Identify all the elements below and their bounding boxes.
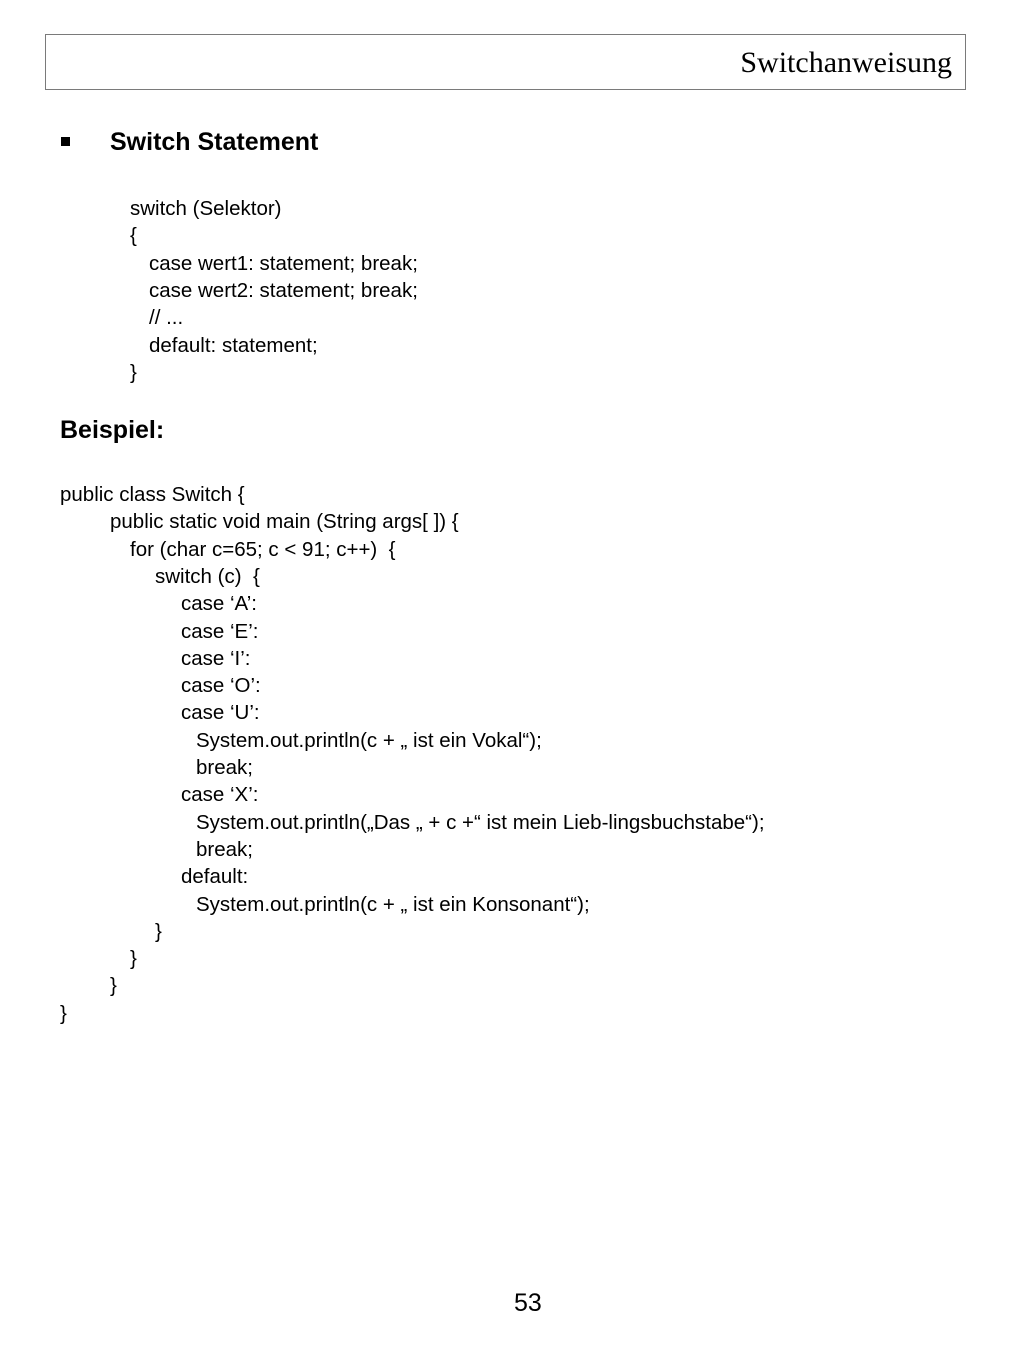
example-heading: Beispiel:: [60, 416, 165, 444]
code-line: }: [60, 1001, 67, 1025]
header-box: [45, 34, 966, 90]
page-title: Switchanweisung: [740, 46, 952, 79]
code-line: }: [110, 974, 117, 998]
code-line: case ‘O’:: [181, 674, 261, 698]
code-line: }: [130, 360, 137, 384]
code-line: case ‘A’:: [181, 592, 257, 616]
section-heading: Switch Statement: [110, 128, 319, 156]
code-line: public static void main (String args[ ]) {: [110, 510, 459, 534]
code-line: case wert2: statement; break;: [149, 278, 418, 302]
code-line: case ‘U’:: [181, 701, 260, 725]
code-line: switch (c) {: [155, 564, 260, 588]
code-line: }: [155, 919, 162, 943]
code-line: default: statement;: [149, 333, 318, 357]
code-line: System.out.println(„Das „ + c +“ ist mein Lieb-lingsbuchstabe“);: [196, 810, 765, 834]
code-line: break;: [196, 837, 253, 861]
code-line: // ...: [149, 306, 184, 330]
code-line: {: [130, 224, 137, 248]
code-line: System.out.println(c + „ ist ein Vokal“);: [196, 728, 542, 752]
bullet-square-icon: [61, 137, 70, 146]
code-line: default:: [181, 865, 249, 889]
code-line: public class Switch {: [60, 483, 245, 506]
code-line: for (char c=65; c < 91; c++) {: [130, 537, 396, 561]
code-line: System.out.println(c + „ ist ein Konsonant“);: [196, 892, 590, 916]
page-number: 53: [514, 1289, 542, 1317]
code-line: case ‘E’:: [181, 619, 259, 643]
code-line: case ‘I’:: [181, 646, 251, 670]
code-line: case ‘X’:: [181, 783, 259, 807]
code-line: break;: [196, 756, 253, 779]
code-line: case wert1: statement; break;: [149, 251, 418, 275]
code-line: }: [130, 947, 137, 971]
code-line: switch (Selektor): [130, 197, 282, 220]
